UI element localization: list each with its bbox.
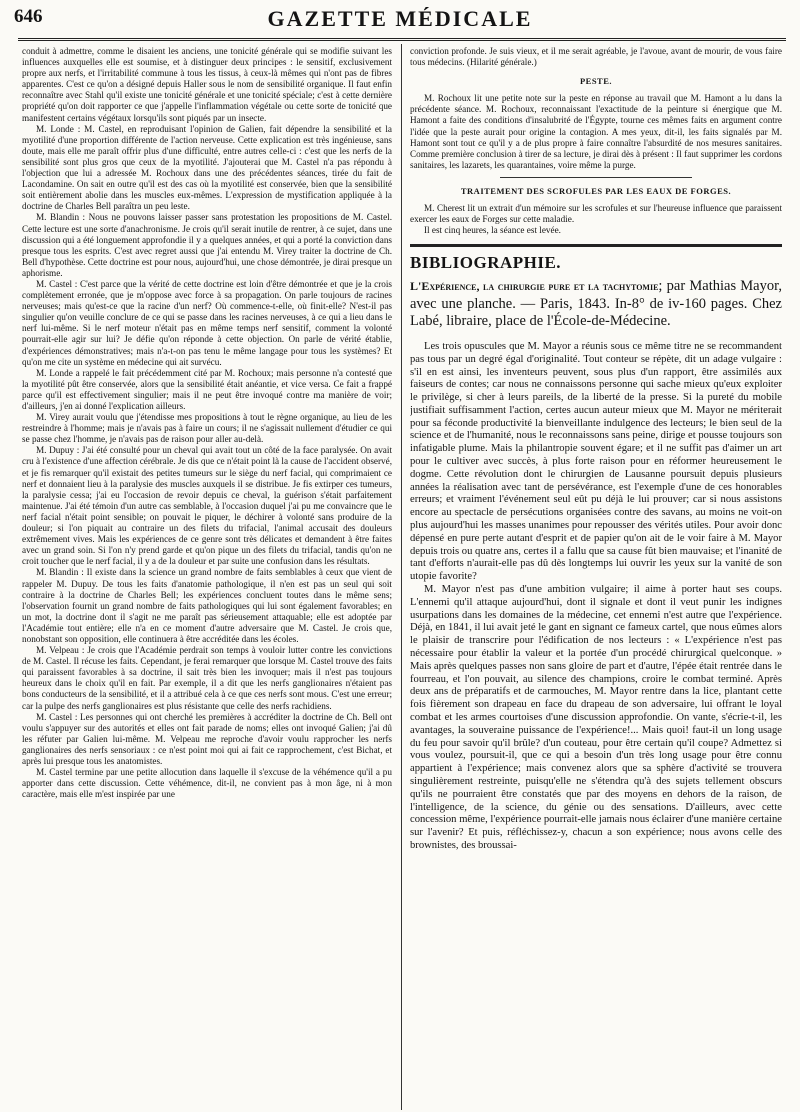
bibliography-heading: BIBLIOGRAPHIE. [410,253,562,273]
paragraph: conviction profonde. Je suis vieux, et il me serait agréable, je l'avoue, avant de mourir, de vous faire tous médecins. (Hilarité générale.) [410,46,782,68]
paragraph: M. Castel termine par une petite allocution dans laquelle il s'excuse de la véhémence qu'il a pu apporter dans cette discussion. Cette véhémence, dit-il, ne convient pas à mon âge, ni à mon caractère, mais elle m'est inspirée par une [22,767,392,800]
paragraph: M. Blandin : Il existe dans la science un grand nombre de faits semblables à ceux que vient de rappeler M. Dupuy. De tous les faits d'anatomie pathologique, il n'en est pas un seul qui soit contraire à la doctrine de Charles Bell; les expériences concluent toutes dans le même sens; l'observation fournit un grand nombre de faits pathologiques qui lui sont également favorables; en un mot, la doctrine dont il s'agit ne me paraît pas sérieusement attaquable; elle est adoptée par l'Académie tout entière; elle n'a en ce moment d'autre adversaire que M. Castel. Je crois que, nonobstant son opposition, elle continuera à être accréditée dans les écoles. [22,567,392,644]
section-heading-scrofules: TRAITEMENT DES SCROFULES PAR LES EAUX DE FORGES. [460,185,732,196]
paragraph: M. Castel : Les personnes qui ont cherché les premières à accréditer la doctrine de Ch. Bell ont voulu s'appuyer sur des autorités et elles ont fait parade de noms; elles ont invoqué Galien; j'ai dû les réfuter par Galien lui-même. M. Velpeau me reproche d'avoir voulu rapprocher les nerfs ganglionaires des nerfs sensoriaux : ce n'est point moi qui ai fait ce rapprochement, c'est Bichat, et après lui presque tous les anatomistes. [22,711,392,766]
paragraph: M. Dupuy : J'ai été consulté pour un cheval qui avait tout un côté de la face paralysée. On avait cru à l'existence d'une affection cérébrale. Je dis que ce n'était point là la cause de l'accident observé, et je fis remarquer qu'il existait des petites tumeurs sur le siège du nerf facial, qui comprimaient ce nerf et donnaient lieu à la paralysie des muscles auxquels il se distribue. Je fis extirper ces tumeurs, la paralysie cessa; j'ai eu l'occasion de revoir depuis ce cheval, la guérison s'était parfaitement maintenue. J'ai été témoin d'un autre cas semblable, à l'occasion duquel j'ai pu me convaincre que le nerf facial n'était point sensible; on pouvait le piquer, le déchirer à volonté sans produire de la douleur; si l'on piquait au contraire un des filets du trifacial, l'animal accusait des douleurs extrêmement vives. Mais les expériences de ce genre sont très délicates et demandent à être faites avec un grand soin. Si l'on n'y prend garde et qu'on pique un des filets du trifacial, tandis qu'on ne croit toucher que le nerf facial, il y a de la douleur et par suite une confusion dans les résultats. [22,445,392,567]
paragraph: Les trois opuscules que M. Mayor a réunis sous ce même titre ne se recommandent pas tous par un degré égal d'originalité. Tout conteur se répète, dit un adage vulgaire : s'il en est ainsi, les inventeurs peuvent, sous plus d'un rapport, être assimilés aux faiseurs de contes; car nous ne connaissons personne qui sache mieux qu'eux exploiter le privilège, si cher à leurs pareils, de la liberté de la presse. Si la pureté du mobile justifiait suffisamment l'action, certes aucun auteur mieux que M. Mayor ne mériterait pour sa féconde productivité la bienveillante indulgence des lecteurs; le bien seul de la science et de l'humanité, nous le reconnaissons sans peine, dirige et pousse toujours son infatigable plume. Mais la philantropie souvent égare; et il ne suffit pas d'aimer un art pour le cultiver avec succès, à plus forte raison pour en réformer heureusement le dogme. Cette révolution dont le chirurgien de Lausanne poursuit depuis plusieurs années la réalisation avec tant de persévérance, est l'exemple d'une de ces honorables erreurs; et vraiment l'événement seul eût pu déjà le lui prouver; car si nous assistons encore au spectacle de persécutions organisées contre des savans, au moins ne voit-on plus aujourd'hui les masses unanimes pour repousser des vérités utiles. Pour avoir donc dépensé en pure perte autant d'esprit et de papier qu'on ait de le voir faire à M. Mayor depuis trois ou quatre ans, certes il a fallu que sa cause fût bien mauvaise; et l'inanité de tant d'efforts n'aurait-elle pas dû dès longtemps lui ouvrir les yeux sur la vanité de son utopie favorite? [410,340,782,583]
paragraph: M. Virey aurait voulu que j'étendisse mes propositions à tout le règne organique, au lieu de les restreindre à l'homme; mais je n'avais pas à faire un cours; il ne s'agissait nullement d'étudier ce qui se passe chez l'homme, je n'avais pas de raison pour aller au-delà. [22,412,392,445]
column-divider [401,44,402,1110]
right-column [410,46,782,1110]
header-rule [18,38,786,41]
paragraph: M. Londe : M. Castel, en reproduisant l'opinion de Galien, fait dépendre la sensibilité et la myotilité d'une proportion différente de l'action nerveuse. Cette explication est très ingénieuse, sans doute, mais elle me paraît offrir plus d'une difficulté, entre autres celle-ci : c'est que les nerfs de la sensibilité sont plus gros que ceux de la myotilité. J'ajouterai que M. Castel n'a pas répondu à l'objection que lui a adressée M. Rochoux dans une des précédentes séances, tirée du fait de Lacondamine. On sait en outre qu'il est des cas où la myotilité est conservée, bien que la sensibilité soit entièrement abolie dans les muscles eux-mêmes. L'expression de mystification appliquée à la doctrine de Charles Bell paraîtra un peu leste. [22,123,392,212]
paragraph: M. Velpeau : Je crois que l'Académie perdrait son temps à vouloir lutter contre les convictions de M. Castel. Il récuse les faits. Cependant, je ferai remarquer que lorsque M. Castel trouve des faits qui paraissent favorables à sa doctrine, il sait très bien les invoquer; mais il n'est pas toujours heureux dans le choix qu'il en fait. Par exemple, il a dit que les nerfs ganglionaires n'étaient pas bons conducteurs de la sensibilité, et il a attribué cela à ce que ces nerfs sont mous. C'est une erreur; car la pulpe des nerfs ganglionaires est plus résistante que celle des nerfs rachidiens. [22,645,392,711]
left-column [22,46,392,1110]
paragraph: M. Mayor n'est pas d'une ambition vulgaire; il aime à porter haut ses coups. L'ennemi qu'il attaque aujourd'hui, dont il signale et dont il veut punir les indignes usurpations dans les domaines de la médecine, cet ennemi n'est autre que l'expérience. Déjà, en 1841, il lui avait jeté le gant en signant ce fameux cartel, que nous eûmes alors le plaisir de transcrire pour l'édification de nos lecteurs : « L'expérience n'est pas nécessaire pour établir la valeur et la portée d'un procédé chirurgical quelconque. » Mais après quelques passes non sans gloire de part et d'autre, l'épée était rentrée dans le fourreau, et l'on pouvait, au silence des champions, croire le combat terminé. Après deux ans de préparatifs et de carmouches, M. Mayor rentre dans la lice, plantant cette fois fièrement son drapeau en face du drapeau de son adversaire, lui offrant le loyal combat et les armes courtoises d'une discussion approfondie. On vante, s'écrie-t-il, les avantages, la souveraine puissance de l'expérience!... Mais quoi! faut-il un long usage du feu pour savoir qu'il brûle? d'un couteau, pour être certain qu'il coupe? Admettez si vous voulez, poursuit-il, que ce qui a besoin d'un très long usage pour être connu appartient à l'expérience; mais convenez alors que sa sphère d'activité se trouvera singulièrement restreinte, puisqu'elle ne s'étendra qu'à des sujets tellement obscurs qu'ils ne pourraient être constatés que par des moyens en dehors de la raison, de l'intelligence, de la science, du génie ou des sensations. D'ailleurs, avec cette concession même, l'expérience pourrait-elle jamais nous éclairer d'une manière certaine sur l'avenir? Et puis, réfléchissez-y, chacun a son expérience; nous avons celle des brownistes, des broussai- [410,584,782,851]
book-reference [410,278,782,331]
page-number: 646 [14,6,43,27]
book-details: ; par Mathias Mayor, avec une planche. — Paris, 1843. In-8° de iv-160 pages. Chez Labé, libraire, place de l'École-de-Médecine. [410,278,782,330]
journal-title: GAZETTE MÉDICALE [267,6,533,31]
paragraph: M. Londe a rappelé le fait précédemment cité par M. Rochoux; mais personne n'a contesté que la myotilité pût être conservée, alors que la sensibilité était anéantie, et vice versa. Ce fait a frappé parce qu'il est effectivement singulier; mais il ne peut être invoqué contre ma manière de voir; d'ailleurs, j'en ai donné l'explication ailleurs. [22,367,392,411]
paragraph: conduit à admettre, comme le disaient les anciens, une tonicité générale qui se modifie suivant les influences auxquelles elle est soumise, et à distinguer deux principes : le sensitif, exclusivement propre aux nerfs, et l'irritabilité commune à tous les tissus, à ceux-là mêmes qui n'ont pas de fibres apparentes. C'est ce qu'on a désigné depuis Haller sous le nom de sensibilité organique. Il faut enfin reconnaître avec Stahl qu'il existe une tonicité générale et une tonicité spéciale; c'est à cette dernière propriété qu'on doit rapporter ce que j'appelle l'inflammation végétale ou cette sorte de tonicité que manifestent certains végétaux lorsqu'ils sont piqués par un insecte. [22,46,392,123]
paragraph: M. Rochoux lit une petite note sur la peste en réponse au travail que M. Hamont a lu dans la précédente séance. M. Rochoux, reconnaissant l'exactitude de la peinture si énergique que M. Hamont a faite des conditions d'insalubrité de l'Égypte, tourne ces mêmes faits en argument contre l'idée que la peste aurait pour origine la contagion. A mes yeux, dit-il, les faits signalés par M. Hamont sont tout ce qu'il y a de plus propre à faire connaître l'absurdité de nos mesures sanitaires. Comme première conclusion à tirer de sa lecture, je dirai dès à présent : Il faut supprimer les cordons sanitaires, les lazarets, les quarantaines, voire même la purge. [410,93,782,170]
bibliography-rule [410,244,782,247]
paragraph: M. Blandin : Nous ne pouvons laisser passer sans protestation les propositions de M. Castel. Cette lecture est une sorte d'anachronisme. Je crois qu'il serait inutile de rentrer, à ce sujet, dans une discussion qui a été longuement approfondie il y a quelques années, et qui a porté la conviction dans presque tous les esprits. C'est avec regret aussi que j'ai entendu M. Virey traiter la doctrine de Ch. Bell d'hypothèse. Cette doctrine est pour nous, aujourd'hui, une chose démontrée, je dirai presque un aphorisme. [22,212,392,278]
paragraph: M. Cherest lit un extrait d'un mémoire sur les scrofules et sur l'heureuse influence que paraissent exercer les eaux de Forges sur cette maladie. [410,203,782,225]
section-rule [500,177,692,178]
paragraph: M. Castel : C'est parce que la vérité de cette doctrine est loin d'être démontrée et que je la crois complètement erronée, que je m'oppose avec force à sa propagation. On parle toujours de racines nerveuses; mais qu'est-ce que la racine d'un nerf? Où commence-t-elle, où finit-elle? N'est-il pas singulier qu'on veuille conclure de ce qui se passe dans les racines nerveuses, à ce qui a lieu dans le nerf lui-même. Si le nerf moteur n'était pas en même temps nerf sensitif, comment la volonté pourrait-elle agir sur lui? Je défie qu'on réponde à cette objection. On parle de vérité établie, d'expériences démonstratives; mais n'a-t-on pas tenu le même langage pour tous les systèmes? Et qu'on me cite un système en médecine qui ait survécu. [22,278,392,367]
book-title: L'Expérience, la chirurgie pure et la tachytomie [410,279,659,294]
session-closing: Il est cinq heures, la séance est levée. [424,225,561,236]
review-body [410,341,782,853]
section-heading-peste: PESTE. [579,76,613,87]
